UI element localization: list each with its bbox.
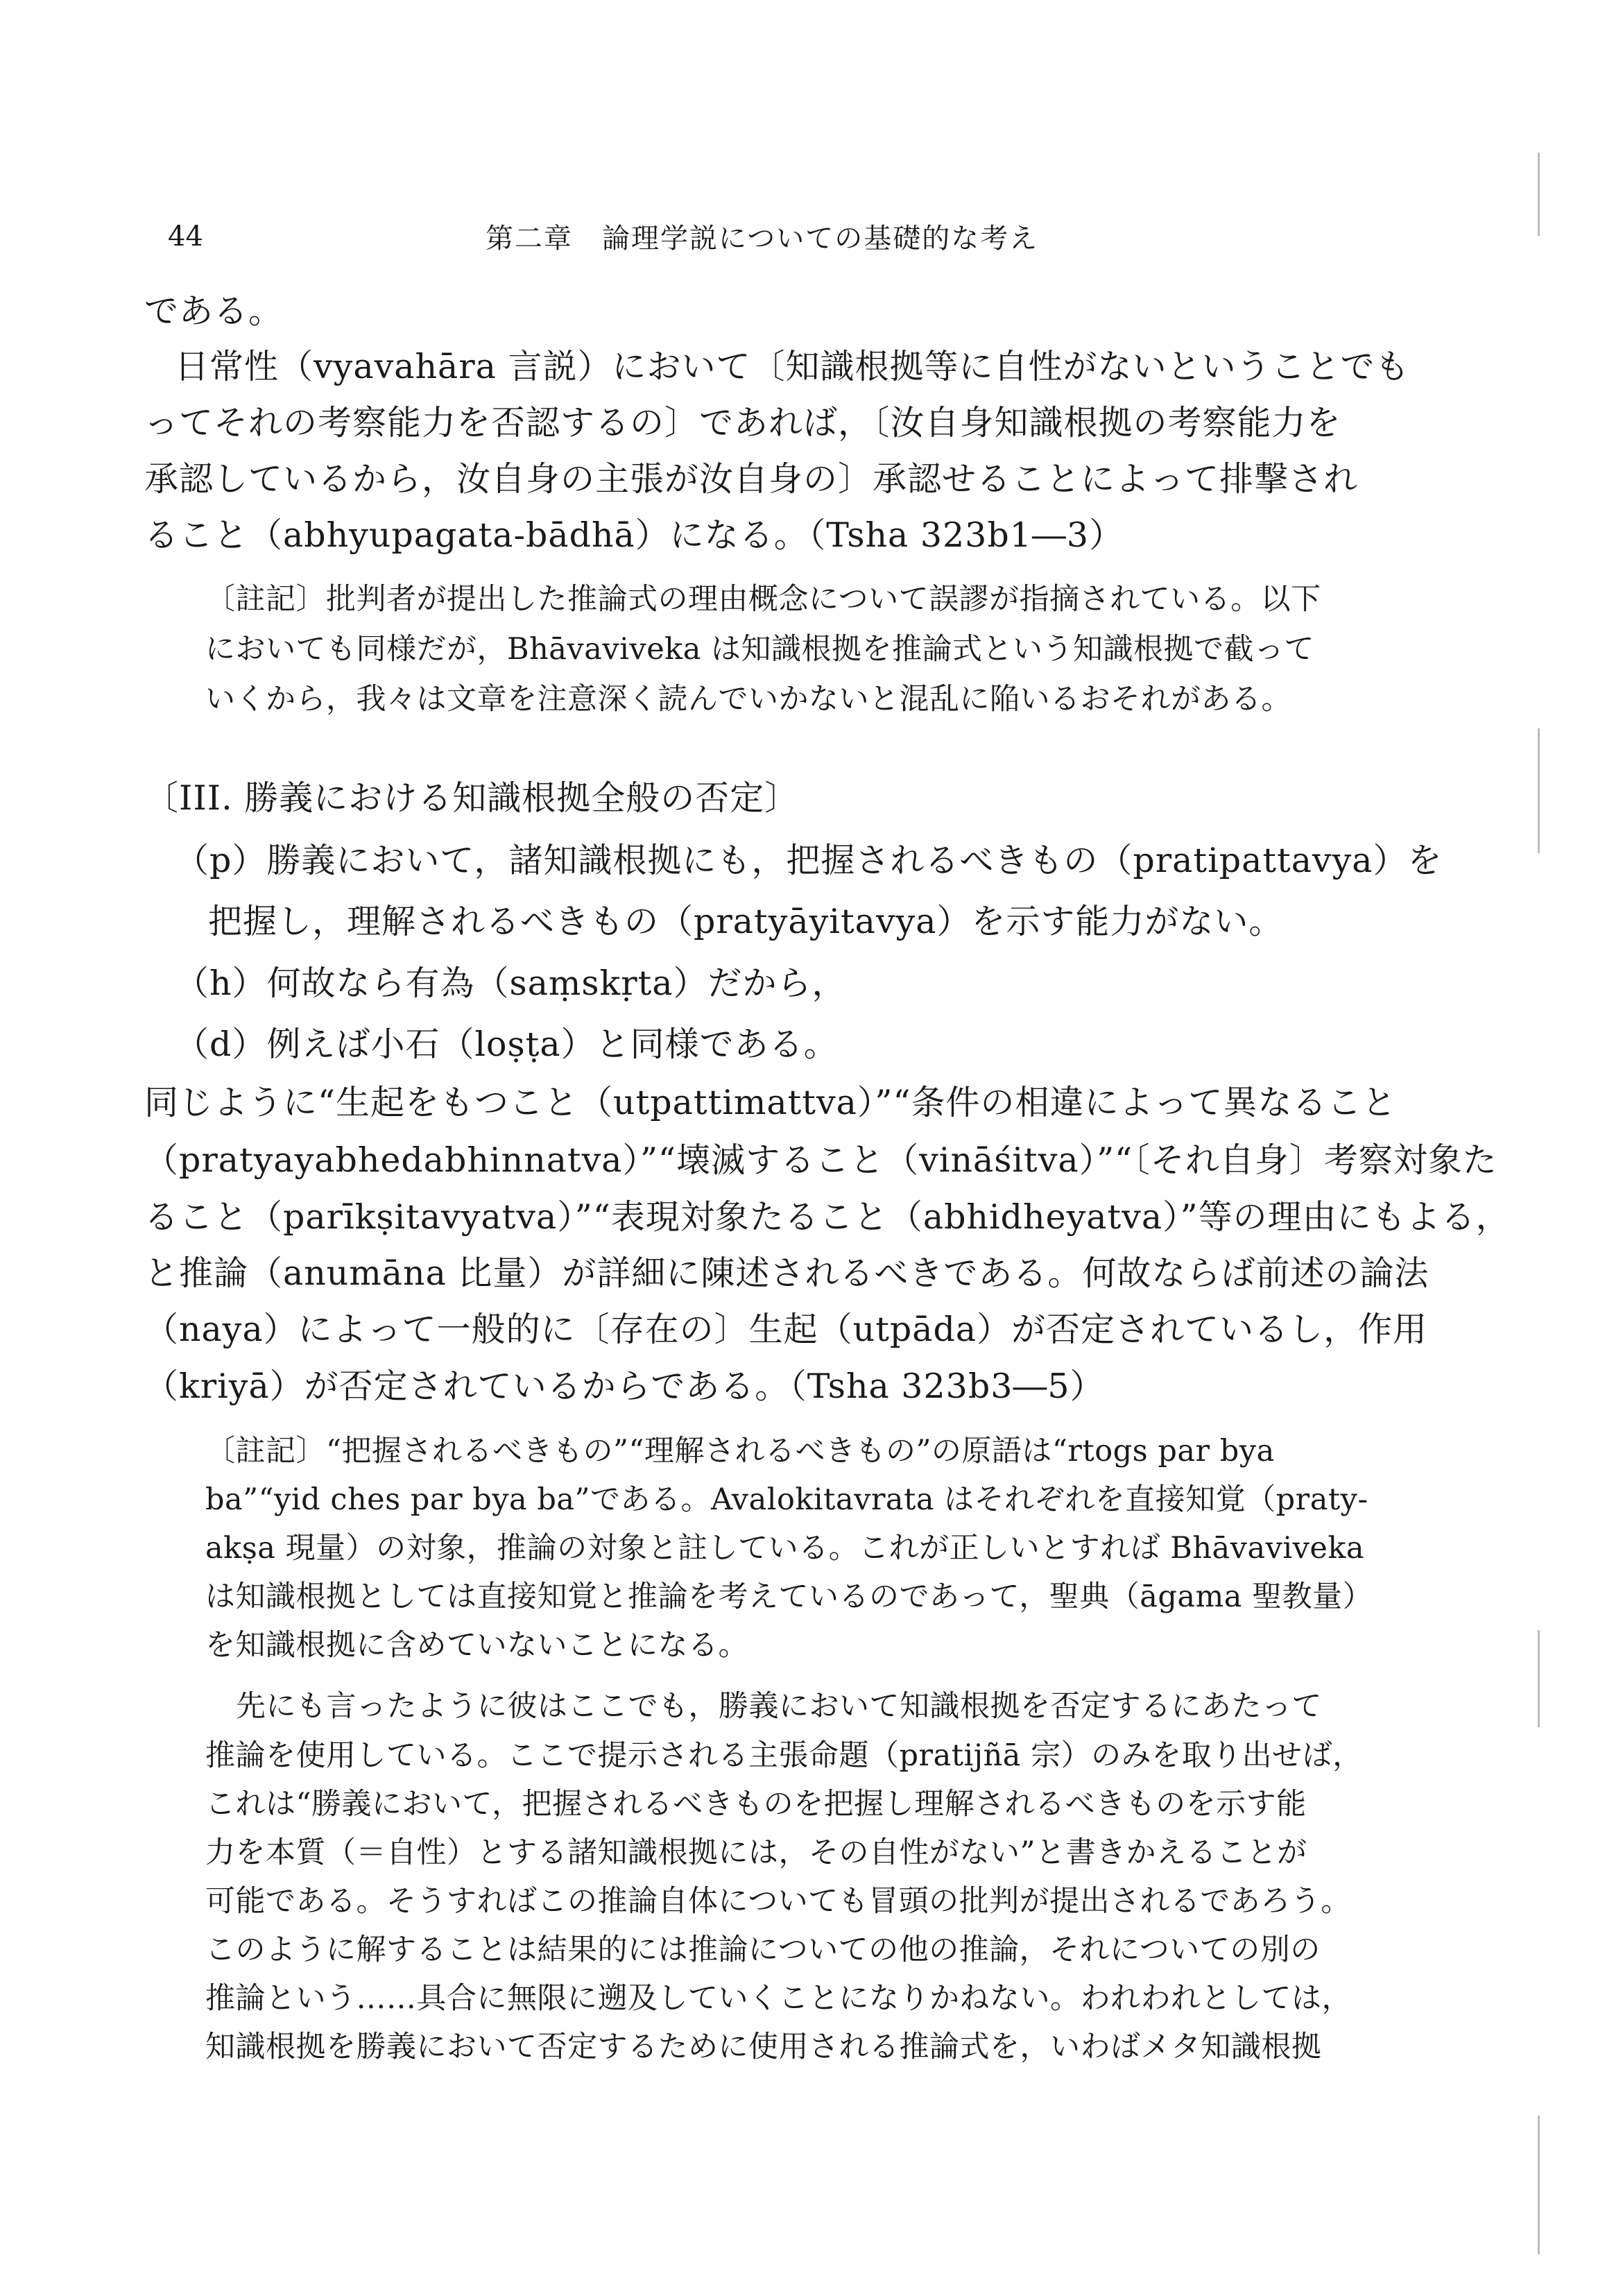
section-heading: 〔III. 勝義における知識根拠全般の否定〕 <box>144 778 800 818</box>
note-line: 力を本質（＝自性）とする諸知識根拠には，その自性がない”と書きかえることが <box>205 1835 1307 1870</box>
note-line: 推論を使用している。ここで提示される主張命題（pratijñā 宗）のみを取り出せば， <box>205 1738 1363 1773</box>
note-line: 推論という……具合に無限に遡及していくことになりかねない。われわれとしては， <box>205 1981 1352 2016</box>
text-line: である。 <box>144 291 284 331</box>
text-line: 日常性（vyavahāra 言説）において〔知識根拠等に自性がないということでも <box>175 347 1410 386</box>
note-line: これは“勝義において，把握されるべきものを把握し理解されるべきものを示す能 <box>205 1787 1307 1822</box>
running-title: 第二章 論理学説についての基礎的な考え <box>486 223 1039 255</box>
text-line: 同じように“生起をもつこと（utpattimattva）”“条件の相違によって異なること <box>144 1083 1397 1122</box>
text-line: 承認しているから，汝自身の主張が汝自身の〕承認せることによって排撃され <box>144 459 1359 499</box>
scan-edge-mark <box>1538 728 1540 853</box>
text-line: と推論（anumāna 比量）が詳細に陳述されるべきである。何故ならば前述の論法 <box>144 1253 1429 1293</box>
note-line: 可能である。そうすればこの推論自体についても冒頭の批判が提出されるであろう。 <box>205 1884 1351 1919</box>
scan-edge-mark <box>1538 153 1540 236</box>
text-line: ること（parīkṣitavyatva）”“表現対象たること（abhidheyatva）”等の理由にもよる， <box>144 1197 1511 1237</box>
text-line: （naya）によって一般的に〔存在の〕生起（utpāda）が否定されているし，作用 <box>144 1310 1428 1349</box>
text-line: （d）例えば小石（loṣṭa）と同様である。 <box>175 1025 839 1064</box>
scan-edge-mark <box>1538 1630 1540 1727</box>
text-line: （h）何故なら有為（saṃskṛta）だから， <box>175 963 847 1003</box>
note-line: は知識根拠としては直接知覚と推論を考えているのであって，聖典（āgama 聖教量） <box>205 1579 1373 1614</box>
note-line: を知識根拠に含めていないことになる。 <box>205 1628 748 1663</box>
text-line: （kriyā）が否定されているからである。（Tsha 323b3―5） <box>144 1367 1105 1406</box>
note-line: 〔註記〕批判者が提出した推論式の理由概念について誤謬が指摘されている。以下 <box>205 582 1321 617</box>
page-number: 44 <box>168 221 203 252</box>
text-line: ってそれの考察能力を否認するの〕であれば，〔汝自身知識根拠の考察能力を <box>144 403 1341 443</box>
text-line: 把握し，理解されるべきもの（pratyāyitavya）を示す能力がない。 <box>208 902 1284 941</box>
note-line: 知識根拠を勝義において否定するために使用される推論式を，いわばメタ知識根拠 <box>205 2030 1322 2064</box>
note-line: ba”“yid ches par bya ba”である。Avalokitavrata はそれぞれを直接知覚（praty- <box>205 1482 1368 1517</box>
text-line: （pratyayabhedabhinnatva）”“壊滅すること（vināśitva）”“〔それ自身〕考察対象た <box>144 1140 1497 1180</box>
note-line: 先にも言ったように彼はここでも，勝義において知識根拠を否定するにあたって <box>236 1689 1322 1724</box>
note-line: 〔註記〕“把握されるべきもの”“理解されるべきもの”の原語は“rtogs par bya <box>205 1434 1275 1468</box>
note-line: このように解することは結果的には推論についての他の推論，それについての別の <box>205 1933 1321 1967</box>
scan-edge-mark <box>1538 2116 1540 2254</box>
note-line: いくから，我々は文章を注意深く読んでいかないと混乱に陥いるおそれがある。 <box>205 682 1291 717</box>
text-line: ること（abhyupagata-bādhā）になる。（Tsha 323b1―3） <box>144 515 1124 555</box>
note-line: akṣa 現量）の対象，推論の対象と註している。これが正しいとすれば Bhāvaviveka <box>205 1531 1365 1566</box>
text-line: （p）勝義において，諸知識根拠にも，把握されるべきもの（pratipattavya）を <box>175 841 1443 880</box>
note-line: においても同様だが，Bhāvaviveka は知識根拠を推論式という知識根拠で截って <box>205 632 1315 667</box>
